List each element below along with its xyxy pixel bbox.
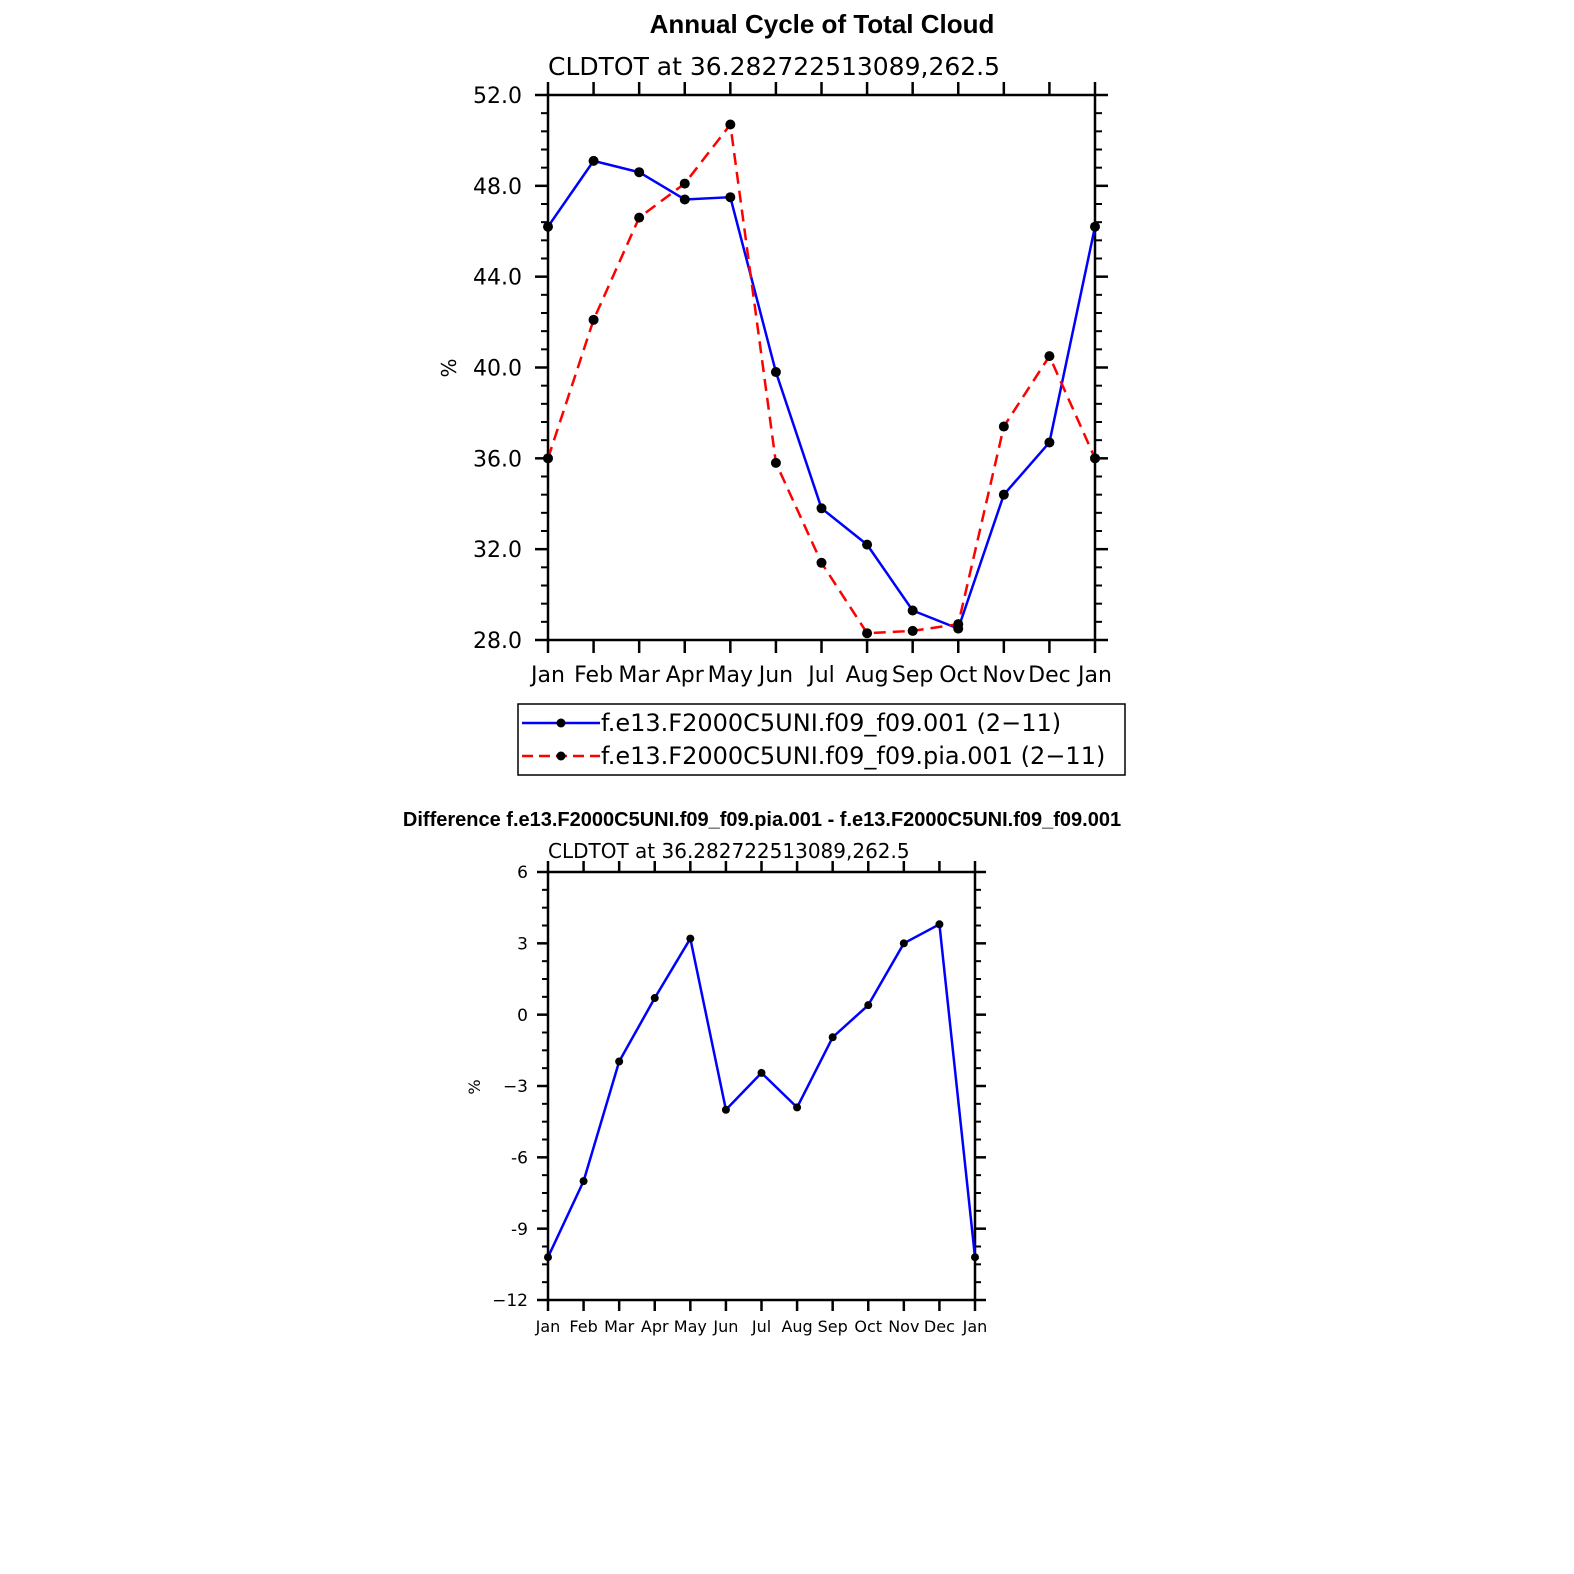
legend-label-control: f.e13.F2000C5UNI.f09_f09.001 (2−11): [601, 709, 1062, 737]
data-point-1: [725, 120, 735, 130]
annual-cycle-chart: [437, 9, 1112, 688]
y-tick-label: −3: [502, 1077, 528, 1098]
data-point-0: [543, 222, 553, 232]
x-tick-label: May: [673, 1317, 707, 1336]
data-point-0: [589, 156, 599, 166]
data-point-0: [722, 1106, 730, 1114]
x-tick-label: Mar: [618, 663, 660, 688]
data-point-1: [862, 628, 872, 638]
data-point-0: [864, 1001, 872, 1009]
data-point-0: [615, 1058, 623, 1066]
data-point-1: [817, 558, 827, 568]
y-tick-label: 52.0: [473, 83, 522, 109]
y-tick-label: 44.0: [473, 265, 522, 291]
y-axis-label: %: [465, 1079, 484, 1095]
data-point-1: [543, 453, 553, 463]
x-tick-label: Jan: [531, 663, 565, 688]
x-tick-label: Dec: [1028, 663, 1071, 688]
data-point-1: [634, 213, 644, 223]
y-axis-label: %: [437, 358, 461, 378]
x-tick-label: Feb: [574, 663, 614, 688]
x-tick-label: Dec: [923, 1317, 955, 1336]
data-point-0: [829, 1033, 837, 1041]
data-point-0: [1044, 437, 1054, 447]
x-tick-label: Sep: [891, 663, 934, 688]
x-tick-label: Aug: [845, 663, 889, 688]
x-tick-label: Jun: [758, 663, 794, 688]
data-point-0: [634, 167, 644, 177]
data-point-0: [758, 1069, 766, 1077]
x-tick-label: Oct: [939, 663, 978, 688]
legend-label-pia: f.e13.F2000C5UNI.f09_f09.pia.001 (2−11): [601, 742, 1106, 770]
plot-area: [492, 861, 987, 1336]
x-tick-label: Apr: [640, 1317, 669, 1336]
data-point-0: [793, 1103, 801, 1111]
data-point-1: [589, 315, 599, 325]
x-tick-label: Mar: [604, 1317, 635, 1336]
y-tick-label: -9: [511, 1219, 528, 1240]
data-point-1: [953, 619, 963, 629]
y-tick-label: 32.0: [473, 538, 522, 564]
series-line-1: [548, 125, 1095, 634]
x-tick-label: Feb: [569, 1317, 598, 1336]
y-tick-label: 48.0: [473, 174, 522, 200]
legend-marker-pia: [557, 752, 566, 761]
data-point-0: [900, 939, 908, 947]
chart-subtitle: CLDTOT at 36.282722513089,262.5: [548, 52, 1001, 81]
y-tick-label: 6: [517, 863, 528, 884]
y-tick-label: 40.0: [473, 356, 522, 382]
data-point-0: [580, 1177, 588, 1185]
data-point-0: [817, 503, 827, 513]
x-tick-label: Apr: [665, 663, 704, 688]
x-tick-label: Nov: [888, 1317, 920, 1336]
data-point-0: [971, 1253, 979, 1261]
x-tick-label: Nov: [982, 663, 1026, 688]
data-point-1: [1090, 453, 1100, 463]
chart-title: Difference f.e13.F2000C5UNI.f09_f09.pia.001 - f.e13.F2000C5UNI.f09_f09.001: [402, 809, 1122, 831]
chart-title: Annual Cycle of Total Cloud: [649, 9, 995, 39]
data-point-1: [1044, 351, 1054, 361]
x-tick-label: Jul: [808, 663, 835, 688]
x-tick-label: Jan: [535, 1317, 561, 1336]
x-tick-label: Sep: [817, 1317, 848, 1336]
x-tick-label: Aug: [781, 1317, 813, 1336]
x-tick-label: Jun: [713, 1317, 739, 1336]
y-tick-label: 3: [517, 934, 528, 955]
data-point-0: [544, 1253, 552, 1261]
data-point-0: [680, 194, 690, 204]
data-point-1: [999, 422, 1009, 432]
data-point-0: [771, 367, 781, 377]
difference-chart: [403, 809, 1121, 1336]
data-point-0: [686, 935, 694, 943]
y-tick-label: 0: [517, 1005, 528, 1026]
data-point-1: [908, 626, 918, 636]
data-point-1: [680, 179, 690, 189]
x-tick-label: Jan: [962, 1317, 988, 1336]
legend: [518, 704, 1125, 775]
data-point-0: [862, 540, 872, 550]
data-point-0: [1090, 222, 1100, 232]
y-tick-label: 28.0: [473, 628, 522, 654]
x-tick-label: Jul: [751, 1317, 772, 1336]
series-line-0: [548, 924, 975, 1257]
x-tick-label: Oct: [854, 1317, 883, 1336]
y-tick-label: 36.0: [473, 447, 522, 473]
data-point-1: [771, 458, 781, 468]
data-point-0: [725, 192, 735, 202]
data-point-0: [651, 994, 659, 1002]
data-point-0: [935, 920, 943, 928]
x-tick-label: Jan: [1078, 663, 1112, 688]
data-point-0: [908, 605, 918, 615]
chart-subtitle: CLDTOT at 36.282722513089,262.5: [548, 839, 910, 863]
y-tick-label: -6: [511, 1148, 528, 1169]
data-point-0: [999, 490, 1009, 500]
legend-marker-control: [557, 719, 566, 728]
plot-area: [473, 82, 1112, 688]
x-tick-label: May: [707, 663, 754, 688]
y-tick-label: −12: [492, 1291, 528, 1312]
